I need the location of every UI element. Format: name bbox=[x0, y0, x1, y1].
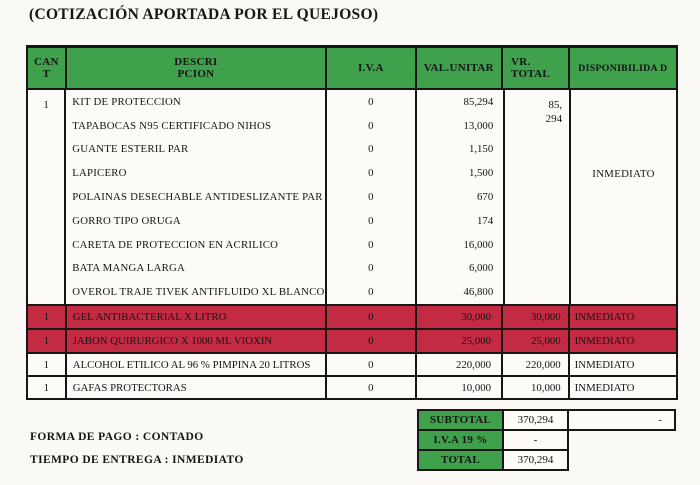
header-desc-line2: PCION bbox=[177, 68, 215, 80]
header-cant-line2: T bbox=[42, 68, 51, 80]
item-unit-value: 85,294 bbox=[463, 95, 494, 108]
row-cant: 1 bbox=[28, 306, 67, 328]
row-disponibilidad: INMEDIATO bbox=[574, 358, 635, 371]
row-cant: 1 bbox=[28, 377, 67, 398]
total-row bbox=[417, 449, 676, 471]
item-iva: 0 bbox=[327, 138, 417, 162]
row-description: JABON QUIRURGICO X 1000 ML VIOXIN bbox=[67, 330, 327, 352]
item-unit-value: 670 bbox=[477, 191, 494, 204]
row-disponibilidad: INMEDIATO bbox=[574, 311, 635, 323]
kit-disp-value: INMEDIATO bbox=[592, 168, 655, 180]
item-unit-value: 174 bbox=[477, 214, 494, 227]
header-cell-vr-total bbox=[503, 48, 570, 88]
row-iva: 0 bbox=[327, 377, 416, 398]
row-total-value: 10,000 bbox=[503, 377, 570, 398]
group1-lines bbox=[66, 90, 505, 304]
item-rows bbox=[28, 306, 676, 398]
item-iva: 0 bbox=[327, 90, 417, 114]
kit-group-disponibilidad bbox=[571, 90, 676, 304]
iva-label: I.V.A 19 % bbox=[417, 429, 504, 451]
item-iva: 0 bbox=[327, 185, 417, 209]
kit-group-row bbox=[28, 90, 676, 306]
kit-item-line bbox=[66, 161, 503, 185]
row-description: ALCOHOL ETILICO AL 96 % PIMPINA 20 LITROS bbox=[67, 354, 327, 375]
kit-vr-line1: 85, bbox=[548, 99, 563, 111]
item-description: BATA MANGA LARGA bbox=[66, 256, 327, 280]
header-vr-line2: TOTAL bbox=[511, 68, 551, 80]
kit-item-line bbox=[66, 209, 503, 233]
item-description: TAPABOCAS N95 CERTIFICADO NIHOS bbox=[66, 114, 327, 138]
item-description: LAPICERO bbox=[66, 161, 327, 185]
item-iva: 0 bbox=[327, 161, 417, 185]
row-cant: 1 bbox=[28, 330, 67, 352]
row-unit-value: 220,000 bbox=[417, 354, 504, 375]
header-desc-line1: DESCRI bbox=[174, 56, 218, 68]
header-cant-line1: CAN bbox=[34, 56, 59, 68]
header-cell-iva bbox=[327, 48, 416, 88]
header-cell-disponibilidad bbox=[570, 48, 676, 88]
row-total-value: 25,000 bbox=[503, 330, 570, 352]
kit-group-vr-total bbox=[505, 90, 571, 304]
row-description: GEL ANTIBACTERIAL X LITRO bbox=[67, 306, 327, 328]
row-cant: 1 bbox=[28, 354, 67, 375]
item-iva: 0 bbox=[327, 256, 417, 280]
item-unit-value: 6,000 bbox=[468, 262, 494, 275]
header-cell-descripcion bbox=[67, 48, 327, 88]
table-header-row bbox=[28, 48, 676, 90]
kit-vr-line2: 294 bbox=[545, 112, 563, 125]
total-label: TOTAL bbox=[417, 449, 504, 471]
row-unit-value: 10,000 bbox=[417, 377, 504, 398]
item-iva: 0 bbox=[327, 280, 417, 304]
iva-value: - bbox=[502, 429, 569, 451]
kit-item-line bbox=[66, 256, 503, 280]
header-vr-line1: VR. bbox=[511, 56, 531, 68]
item-description: KIT DE PROTECCION bbox=[66, 90, 327, 114]
subtotal-row bbox=[417, 409, 676, 431]
row-total-value: 220,000 bbox=[503, 354, 570, 375]
row-disponibilidad: INMEDIATO bbox=[574, 335, 635, 347]
table-row bbox=[28, 306, 676, 330]
kit-item-line bbox=[66, 90, 503, 114]
row-iva: 0 bbox=[327, 354, 416, 375]
row-unit-value: 25,000 bbox=[417, 330, 504, 352]
subtotal-label: SUBTOTAL bbox=[417, 409, 504, 431]
item-iva: 0 bbox=[327, 114, 417, 138]
item-description: GORRO TIPO ORUGA bbox=[66, 209, 327, 233]
subtotal-extra-cell: - bbox=[567, 409, 676, 431]
row-unit-value: 30,000 bbox=[417, 306, 504, 328]
item-unit-value: 16,000 bbox=[463, 238, 494, 251]
item-iva: 0 bbox=[327, 233, 417, 257]
item-description: CARETA DE PROTECCION EN ACRILICO bbox=[66, 233, 327, 257]
item-unit-value: 13,000 bbox=[463, 119, 494, 132]
kit-item-line bbox=[66, 233, 503, 257]
delivery-time-note: TIEMPO DE ENTREGA : INMEDIATO bbox=[30, 454, 244, 466]
table-row bbox=[28, 330, 676, 354]
item-description: OVEROL TRAJE TIVEK ANTIFLUIDO XL BLANCO bbox=[66, 280, 327, 304]
total-value: 370,294 bbox=[502, 449, 569, 471]
row-total-value: 30,000 bbox=[503, 306, 570, 328]
subtotal-value: 370,294 bbox=[502, 409, 569, 431]
item-unit-value: 46,800 bbox=[463, 286, 494, 299]
table-row bbox=[28, 354, 676, 377]
item-description: GUANTE ESTERIL PAR bbox=[66, 138, 327, 162]
payment-terms-note: FORMA DE PAGO : CONTADO bbox=[30, 431, 204, 443]
table-row bbox=[28, 377, 676, 398]
kit-item-line bbox=[66, 114, 503, 138]
kit-item-line bbox=[66, 138, 503, 162]
summary-table bbox=[417, 409, 676, 471]
header-disp-label: DISPONIBILIDA D bbox=[578, 62, 668, 74]
row-disponibilidad: INMEDIATO bbox=[574, 381, 635, 394]
header-cell-cant bbox=[28, 48, 67, 88]
kit-group-cant: 1 bbox=[28, 90, 66, 304]
item-unit-value: 1,500 bbox=[468, 167, 494, 180]
document-title: (COTIZACIÓN APORTADA POR EL QUEJOSO) bbox=[29, 6, 379, 23]
row-iva: 0 bbox=[327, 330, 416, 352]
item-iva: 0 bbox=[327, 209, 417, 233]
quotation-table bbox=[26, 45, 678, 400]
kit-item-line bbox=[66, 185, 503, 209]
header-cell-val-unitar bbox=[417, 48, 503, 88]
row-iva: 0 bbox=[327, 306, 416, 328]
kit-item-line bbox=[66, 280, 503, 304]
header-val-label: VAL.UNITAR bbox=[423, 62, 494, 74]
item-unit-value: 1,150 bbox=[468, 143, 494, 156]
item-description: POLAINAS DESECHABLE ANTIDESLIZANTE PAR bbox=[66, 185, 327, 209]
header-iva-label: I.V.A bbox=[357, 62, 384, 74]
iva-row bbox=[417, 429, 676, 451]
row-description: GAFAS PROTECTORAS bbox=[67, 377, 327, 398]
